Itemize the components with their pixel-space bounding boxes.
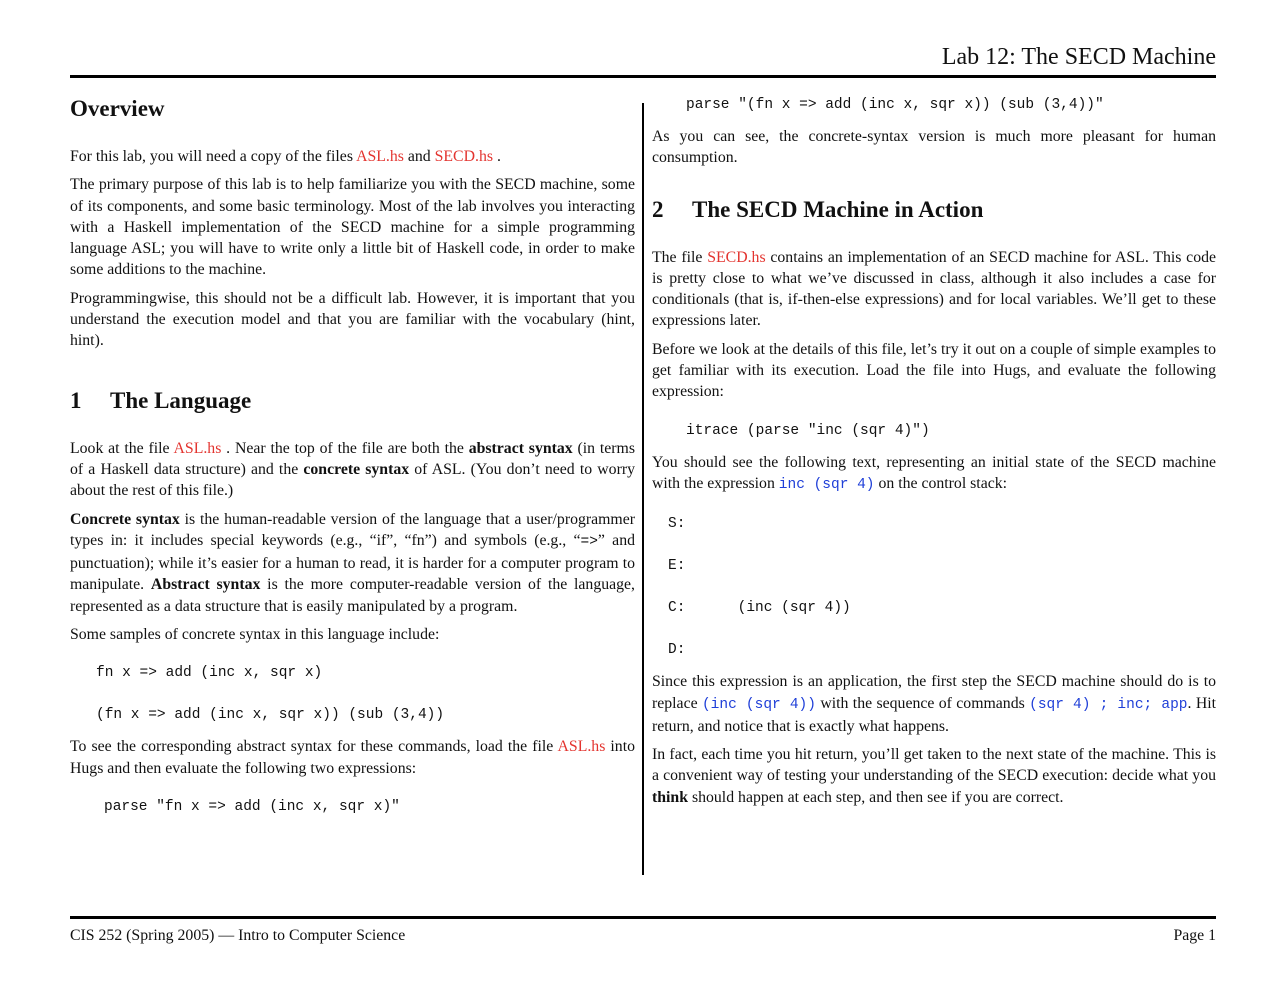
paragraph-initial-state <box>652 452 1216 497</box>
bold-term: abstract syntax <box>468 439 573 457</box>
header-rule <box>70 75 1216 78</box>
text: contains an implementation of an SECD machine for ASL. This code is pretty close to what we’ve discussed in class, although it also includes a case for conditionals (that is, if-then-else expressions) and for local variables. We’ll get to these expressions later. <box>652 248 1216 330</box>
section-title: The Language <box>110 387 252 413</box>
text: Look at the file <box>70 439 174 457</box>
bold-term: Abstract syntax <box>150 576 261 594</box>
text: on the control stack: <box>874 474 1007 492</box>
column-divider <box>642 103 644 875</box>
stack-s: S: <box>668 516 686 533</box>
paragraph-concrete-syntax <box>70 509 635 617</box>
text: Since this expression is an application, the first step the SECD machine should do is to replace <box>652 673 1216 712</box>
paragraph-purpose: The primary purpose of this lab is to help familiarize you with the SECD machine, some of its components, and some basic terminology. Most of the lab involves you interacting with a Haskell implementation of the SECD machine for a simple programming language ASL; you will have to write only a little bit of Haskell code, in order to make some additions to the machine. <box>70 176 635 279</box>
text: is the human-readable version of the language that a user/programmer types in: it includes special keywords (e.g., “if”, “fn”) and symbols (e.g., “ <box>70 510 635 549</box>
bold-term: concrete syntax <box>303 460 410 478</box>
text: To see the corresponding abstract syntax for these commands, load the file <box>70 738 558 756</box>
inline-code: (sqr 4) ; inc; app <box>1029 696 1188 713</box>
stack-d: D: <box>668 642 686 659</box>
text: You should see the following text, representing an initial state of the SECD machine with the expression <box>652 453 1216 492</box>
text: with the sequence of commands <box>815 694 1030 712</box>
footer-course: CIS 252 (Spring 2005) — Intro to Computer Science <box>70 927 406 944</box>
asl-link[interactable]: ASL.hs <box>557 738 606 756</box>
code-parse-2: parse "(fn x => add (inc x, sqr x)) (sub (3,4))" <box>686 97 1104 113</box>
paragraph-files <box>70 146 635 167</box>
paragraph-before-we-look: Before we look at the details of this file, let’s try it out on a couple of simple examples to get familiar with its execution. Load the file into Hugs, and evaluate the following expression: <box>652 340 1216 401</box>
code-itrace: itrace (parse "inc (sqr 4)") <box>686 422 930 439</box>
text: is the more computer-readable version of the language, represented as a data structure that is easily manipulated by a program. <box>70 576 635 615</box>
paragraph-programmingwise: Programmingwise, this should not be a difficult lab. However, it is important that you understand the execution model and that you are familiar with the vocabulary (hint, hint). <box>70 289 635 350</box>
asl-link[interactable]: ASL.hs <box>173 439 222 457</box>
paragraph-each-time <box>652 744 1216 808</box>
text: into Hugs and then evaluate the following two expressions: <box>70 738 635 777</box>
text: of ASL. (You don’t need to worry about the rest of this file.) <box>70 460 636 500</box>
code-sample-1: fn x => add (inc x, sqr x) <box>96 665 323 682</box>
text: . Near the top of the file are both the <box>221 439 469 457</box>
footer-rule <box>70 916 1216 919</box>
section-title: The SECD Machine in Action <box>692 196 984 222</box>
left-column <box>70 95 635 828</box>
text: . <box>493 148 501 165</box>
text: In fact, each time you hit return, you’ll get taken to the next state of the machine. This is a convenient way of testing your understanding of the SECD execution: decide what you <box>652 746 1216 785</box>
paragraph-look-at-file <box>70 438 635 502</box>
text: (in terms of a Haskell data structure) and the <box>70 439 635 478</box>
inline-code: (inc (sqr 4)) <box>701 696 816 713</box>
secd-link[interactable]: SECD.hs <box>707 248 766 266</box>
stack-c: C: (inc (sqr 4)) <box>668 600 851 617</box>
paragraph-corresponding <box>70 736 635 779</box>
text: For this lab, you will need a copy of the files <box>70 148 357 165</box>
section-2-heading <box>652 196 1216 224</box>
text: and <box>403 148 435 165</box>
inline-code: inc (sqr 4) <box>778 476 875 493</box>
stack-e: E: <box>668 558 686 575</box>
text: The file <box>652 248 708 266</box>
bold-term: Concrete syntax <box>70 510 180 528</box>
code-parse-1: parse "fn x => add (inc x, sqr x)" <box>104 798 400 815</box>
text: should happen at each step, and then see if you are correct. <box>688 788 1064 806</box>
text: ” and punctuation); while it’s easier for a human to read, it is harder for a computer program to manipulate. <box>70 531 635 594</box>
text: . Hit return, and notice that is exactly what happens. <box>652 694 1216 735</box>
paragraph-pleasant: As you can see, the concrete-syntax version is much more pleasant for human consumption. <box>652 128 1216 167</box>
asl-link[interactable]: ASL.hs <box>356 148 404 165</box>
paragraph-application <box>652 671 1216 737</box>
footer-page-number: Page 1 <box>1173 927 1216 944</box>
section-1-heading <box>70 387 635 415</box>
secd-link[interactable]: SECD.hs <box>434 148 493 165</box>
page-header-title: Lab 12: The SECD Machine <box>941 44 1216 70</box>
code-sample-2: (fn x => add (inc x, sqr x)) (sub (3,4)) <box>96 707 445 724</box>
overview-heading: Overview <box>70 96 165 121</box>
paragraph-samples: Some samples of concrete syntax in this language include: <box>70 626 440 644</box>
section-number: 2 <box>652 196 664 222</box>
arrow-symbol: => <box>580 533 598 550</box>
bold-term: think <box>652 788 689 806</box>
paragraph-secd-file <box>652 247 1216 332</box>
right-column <box>652 95 1216 815</box>
section-number: 1 <box>70 387 82 413</box>
